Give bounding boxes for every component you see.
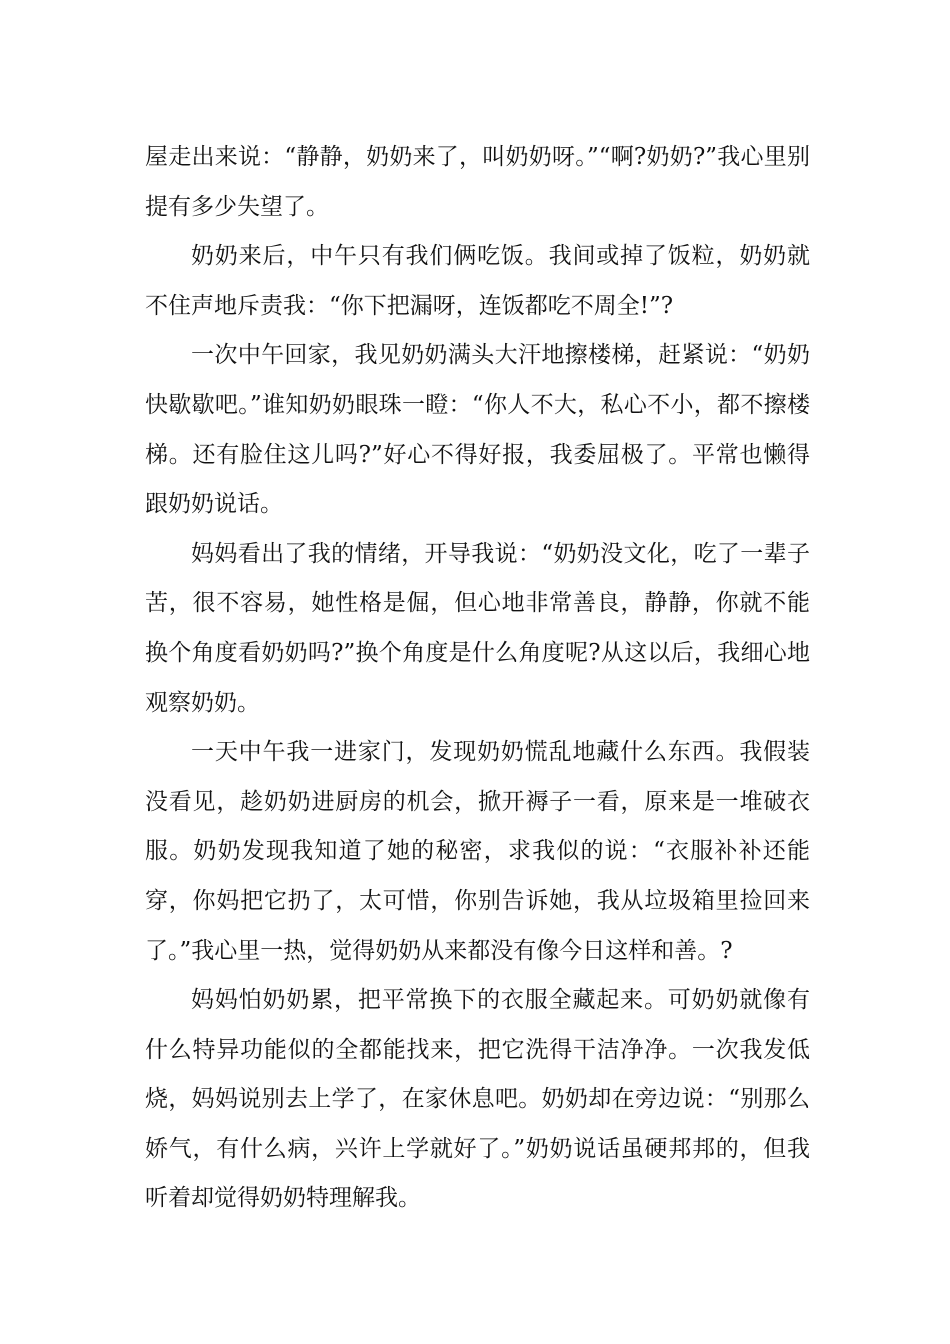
paragraph: 一次中午回家，我见奶奶满头大汗地擦楼梯，赶紧说：“奶奶快歇歇吧。”谁知奶奶眼珠一瞪：“你人不大，私心不小，都不擦楼梯。还有脸住这儿吗?”好心不得好报，我委屈极了。平常也懒得跟奶奶说话。 — [145, 342, 810, 518]
paragraph: 妈妈看出了我的情绪，开导我说：“奶奶没文化，吃了一辈子苦，很不容易，她性格是倔，但心地非常善良，静静，你就不能换个角度看奶奶吗?”换个角度是什么角度呢?从这以后，我细心地观察奶奶。 — [145, 540, 810, 716]
paragraph: 妈妈怕奶奶累，把平常换下的衣服全藏起来。可奶奶就像有什么特异功能似的全都能找来，把它洗得干洁净净。一次我发低烧，妈妈说别去上学了，在家休息吧。奶奶却在旁边说：“别那么娇气，有什么病，兴许上学就好了。”奶奶说话虽硬邦邦的，但我听着却觉得奶奶特理解我。 — [145, 987, 810, 1212]
body-text — [145, 133, 810, 1224]
paragraph: 一天中午我一进家门，发现奶奶慌乱地藏什么东西。我假装没看见，趁奶奶进厨房的机会，掀开褥子一看，原来是一堆破衣服。奶奶发现我知道了她的秘密，求我似的说：“衣服补补还能穿，你妈把它扔了，太可惜，你别告诉她，我从垃圾箱里捡回来了。”我心里一热，觉得奶奶从来都没有像今日这样和善。? — [145, 739, 810, 964]
paragraph: 奶奶来后，中午只有我们俩吃饭。我间或掉了饭粒，奶奶就不住声地斥责我：“你下把漏呀，连饭都吃不周全!”? — [145, 243, 810, 319]
paragraph-continued: 屋走出来说：“静静，奶奶来了，叫奶奶呀。”“啊?奶奶?”我心里别提有多少失望了。 — [145, 144, 810, 220]
